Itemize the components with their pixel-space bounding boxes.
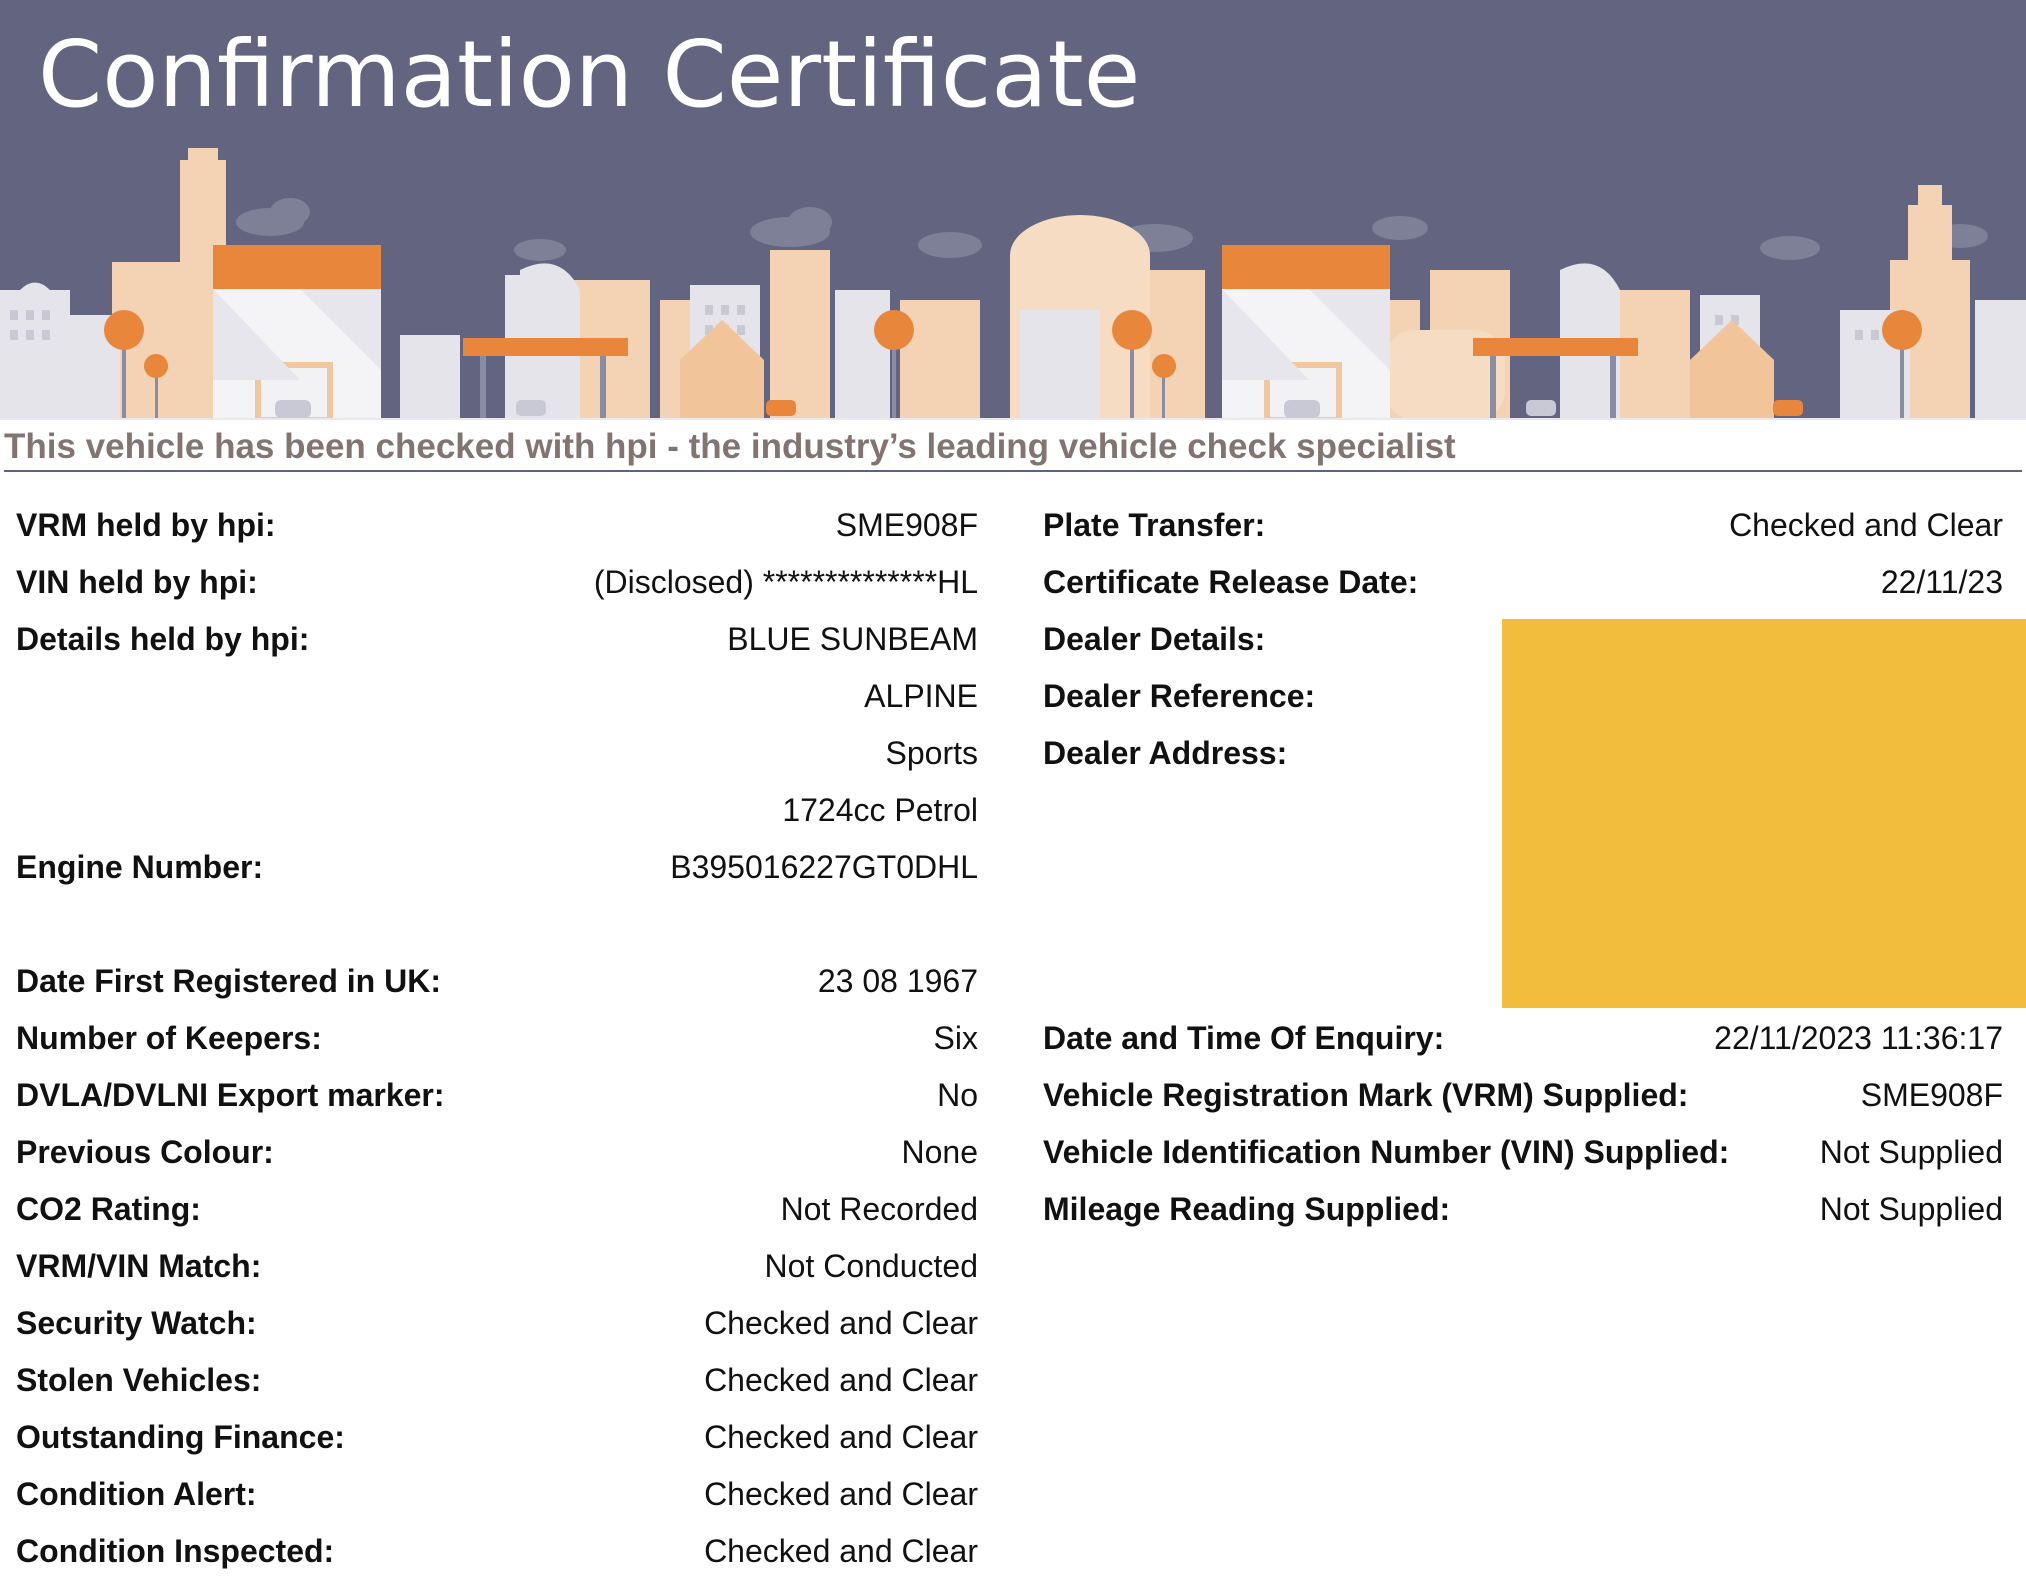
enquiry-datetime-value: 22/11/2023 11:36:17 (1714, 1020, 2003, 1056)
mileage-supplied-label: Mileage Reading Supplied: (1043, 1191, 1451, 1227)
redaction-box (1502, 619, 2026, 1008)
export-marker-label: DVLA/DVLNI Export marker: (16, 1077, 445, 1113)
engine-number-label: Engine Number: (16, 849, 264, 885)
condition-inspected-row (16, 1526, 978, 1576)
keepers-row (16, 1013, 978, 1063)
condition-inspected-label: Condition Inspected: (16, 1533, 335, 1569)
stolen-vehicles-label: Stolen Vehicles: (16, 1362, 262, 1398)
outstanding-finance-label: Outstanding Finance: (16, 1419, 345, 1455)
keepers-label: Number of Keepers: (16, 1020, 322, 1056)
dealer-address-label: Dealer Address: (1043, 735, 1288, 771)
keepers-value: Six (933, 1020, 978, 1056)
details-line: BLUE SUNBEAM (727, 621, 978, 657)
plate-transfer-row (1043, 500, 2003, 550)
stolen-vehicles-value: Checked and Clear (704, 1362, 978, 1398)
security-watch-label: Security Watch: (16, 1305, 257, 1341)
date-first-registered-row (16, 956, 978, 1006)
enquiry-datetime-row (1043, 1013, 2003, 1063)
mileage-supplied-value: Not Supplied (1819, 1191, 2003, 1227)
vrm-label: VRM held by hpi: (16, 507, 276, 543)
details-line: ALPINE (864, 678, 978, 714)
vin-value: (Disclosed) **************HL (593, 564, 978, 600)
stolen-vehicles-row (16, 1355, 978, 1405)
condition-inspected-value: Checked and Clear (704, 1533, 978, 1569)
release-date-value: 22/11/23 (1880, 564, 2003, 600)
details-row (16, 614, 978, 664)
vin-supplied-row (1043, 1127, 2003, 1177)
details-line: Sports (885, 735, 978, 771)
previous-colour-row (16, 1127, 978, 1177)
vin-row (16, 557, 978, 607)
page-title: Confirmation Certificate (38, 21, 1141, 128)
vrm-supplied-value: SME908F (1860, 1077, 2003, 1113)
details-label: Details held by hpi: (16, 621, 310, 657)
vrm-row (16, 500, 978, 550)
vrm-vin-match-label: VRM/VIN Match: (16, 1248, 262, 1284)
plate-transfer-label: Plate Transfer: (1043, 507, 1266, 543)
dealer-details-label: Dealer Details: (1043, 621, 1266, 657)
date-first-registered-value: 23 08 1967 (817, 963, 978, 999)
vrm-value: SME908F (835, 507, 978, 543)
co2-rating-row (16, 1184, 978, 1234)
security-watch-value: Checked and Clear (704, 1305, 978, 1341)
export-marker-row (16, 1070, 978, 1120)
plate-transfer-value: Checked and Clear (1729, 507, 2003, 543)
outstanding-finance-row (16, 1412, 978, 1462)
divider (4, 470, 2022, 472)
details-line: 1724cc Petrol (782, 792, 978, 828)
security-watch-row (16, 1298, 978, 1348)
previous-colour-label: Previous Colour: (16, 1134, 274, 1170)
previous-colour-value: None (901, 1134, 978, 1170)
enquiry-datetime-label: Date and Time Of Enquiry: (1043, 1020, 1445, 1056)
dealer-reference-label: Dealer Reference: (1043, 678, 1316, 714)
co2-rating-value: Not Recorded (780, 1191, 978, 1227)
engine-number-row (16, 842, 978, 892)
co2-rating-label: CO2 Rating: (16, 1191, 201, 1227)
release-date-label: Certificate Release Date: (1043, 564, 1419, 600)
engine-number-value: B395016227GT0DHL (670, 849, 978, 885)
condition-alert-row (16, 1469, 978, 1519)
mileage-supplied-row (1043, 1184, 2003, 1234)
export-marker-value: No (937, 1077, 978, 1113)
outstanding-finance-value: Checked and Clear (704, 1419, 978, 1455)
vrm-vin-match-value: Not Conducted (764, 1248, 978, 1284)
header-banner (0, 0, 2026, 420)
vin-supplied-value: Not Supplied (1819, 1134, 2003, 1170)
release-date-row (1043, 557, 2003, 607)
vin-label: VIN held by hpi: (16, 564, 258, 600)
condition-alert-value: Checked and Clear (704, 1476, 978, 1512)
date-first-registered-label: Date First Registered in UK: (16, 963, 441, 999)
vin-supplied-label: Vehicle Identification Number (VIN) Supplied: (1043, 1134, 1730, 1170)
condition-alert-label: Condition Alert: (16, 1476, 257, 1512)
vrm-vin-match-row (16, 1241, 978, 1291)
vrm-supplied-label: Vehicle Registration Mark (VRM) Supplied: (1043, 1077, 1689, 1113)
tagline: This vehicle has been checked with hpi - the industry’s leading vehicle check specialist (4, 427, 1456, 466)
vrm-supplied-row (1043, 1070, 2003, 1120)
